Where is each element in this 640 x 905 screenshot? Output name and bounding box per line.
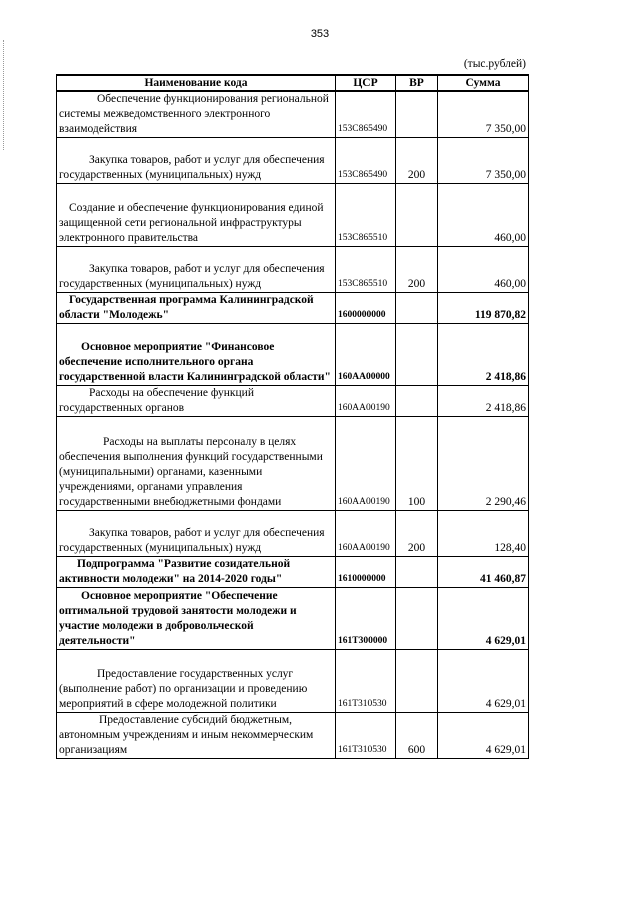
row-name: Закупка товаров, работ и услуг для обеспечения государственных (муниципальных) нужд xyxy=(57,511,336,557)
row-sum: 7 350,00 xyxy=(438,138,529,184)
row-name: Закупка товаров, работ и услуг для обеспечения государственных (муниципальных) нужд xyxy=(57,247,336,293)
row-name: Предоставление субсидий бюджетным, автономным учреждениям и иным некоммерческим организациям xyxy=(57,713,336,759)
row-name: Обеспечение функционирования региональной системы межведомственного электронного взаимодействия xyxy=(57,91,336,138)
row-csr: 1610000000 xyxy=(336,557,396,588)
row-name: Закупка товаров, работ и услуг для обеспечения государственных (муниципальных) нужд xyxy=(57,138,336,184)
row-csr: 153С865490 xyxy=(336,91,396,138)
table-row xyxy=(57,324,529,386)
row-name: Подпрограмма "Развитие созидательной активности молодежи" на 2014-2020 годы" xyxy=(57,557,336,588)
row-vr: 100 xyxy=(396,417,438,511)
row-sum: 4 629,01 xyxy=(438,713,529,759)
row-vr xyxy=(396,650,438,713)
row-name: Расходы на выплаты персоналу в целях обеспечения выполнения функций государственными (муниципальными) органами, казенными учреждениями, органами управления государственными внебюджетными фондами xyxy=(57,417,336,511)
row-name: Создание и обеспечение функционирования единой защищенной сети региональной инфраструктуры электронного правительства xyxy=(57,184,336,247)
row-vr: 600 xyxy=(396,713,438,759)
row-sum: 460,00 xyxy=(438,184,529,247)
header-name: Наименование кода xyxy=(57,75,336,91)
row-csr: 160АА00190 xyxy=(336,511,396,557)
row-sum: 4 629,01 xyxy=(438,650,529,713)
table-row xyxy=(57,184,529,247)
header-vr: ВР xyxy=(396,75,438,91)
row-vr xyxy=(396,386,438,417)
table-row xyxy=(57,247,529,293)
row-name: Расходы на обеспечение функций государственных органов xyxy=(57,386,336,417)
row-csr: 153С865510 xyxy=(336,247,396,293)
row-csr: 161Т310530 xyxy=(336,713,396,759)
units-label: (тыс.рублей) xyxy=(463,58,526,70)
row-vr xyxy=(396,293,438,324)
row-vr: 200 xyxy=(396,138,438,184)
row-csr: 160АА00190 xyxy=(336,417,396,511)
row-name: Государственная программа Калининградской области "Молодежь" xyxy=(57,293,336,324)
table-row xyxy=(57,588,529,650)
row-vr xyxy=(396,557,438,588)
row-vr xyxy=(396,588,438,650)
table-row xyxy=(57,557,529,588)
header-csr: ЦСР xyxy=(336,75,396,91)
row-vr xyxy=(396,184,438,247)
row-sum: 7 350,00 xyxy=(438,91,529,138)
page-number: 353 xyxy=(310,28,330,40)
row-csr: 153С865490 xyxy=(336,138,396,184)
scan-edge-dots xyxy=(3,40,6,150)
table-row xyxy=(57,91,529,138)
row-sum: 4 629,01 xyxy=(438,588,529,650)
row-csr: 160АА00190 xyxy=(336,386,396,417)
table-row xyxy=(57,386,529,417)
row-sum: 128,40 xyxy=(438,511,529,557)
row-sum: 460,00 xyxy=(438,247,529,293)
row-csr: 161Т300000 xyxy=(336,588,396,650)
row-csr: 160АА00000 xyxy=(336,324,396,386)
row-vr xyxy=(396,324,438,386)
table-row xyxy=(57,417,529,511)
row-sum: 2 290,46 xyxy=(438,417,529,511)
row-csr: 153С865510 xyxy=(336,184,396,247)
row-csr: 161Т310530 xyxy=(336,650,396,713)
row-sum: 2 418,86 xyxy=(438,386,529,417)
row-vr: 200 xyxy=(396,511,438,557)
row-sum: 119 870,82 xyxy=(438,293,529,324)
header-sum: Сумма xyxy=(438,75,529,91)
table-row xyxy=(57,650,529,713)
table-row xyxy=(57,138,529,184)
row-sum: 41 460,87 xyxy=(438,557,529,588)
row-name: Основное мероприятие "Обеспечение оптимальной трудовой занятости молодежи и участие молодежи в добровольческой деятельности" xyxy=(57,588,336,650)
row-csr: 1600000000 xyxy=(336,293,396,324)
row-sum: 2 418,86 xyxy=(438,324,529,386)
row-vr xyxy=(396,91,438,138)
row-vr: 200 xyxy=(396,247,438,293)
budget-table xyxy=(56,74,529,759)
row-name: Предоставление государственных услуг (выполнение работ) по организации и проведению мероприятий в сфере молодежной политики xyxy=(57,650,336,713)
table-header-row xyxy=(57,75,529,91)
table-row xyxy=(57,713,529,759)
row-name: Основное мероприятие "Финансовое обеспечение исполнительного органа государственной власти Калининградской области" xyxy=(57,324,336,386)
table-row xyxy=(57,293,529,324)
table-row xyxy=(57,511,529,557)
